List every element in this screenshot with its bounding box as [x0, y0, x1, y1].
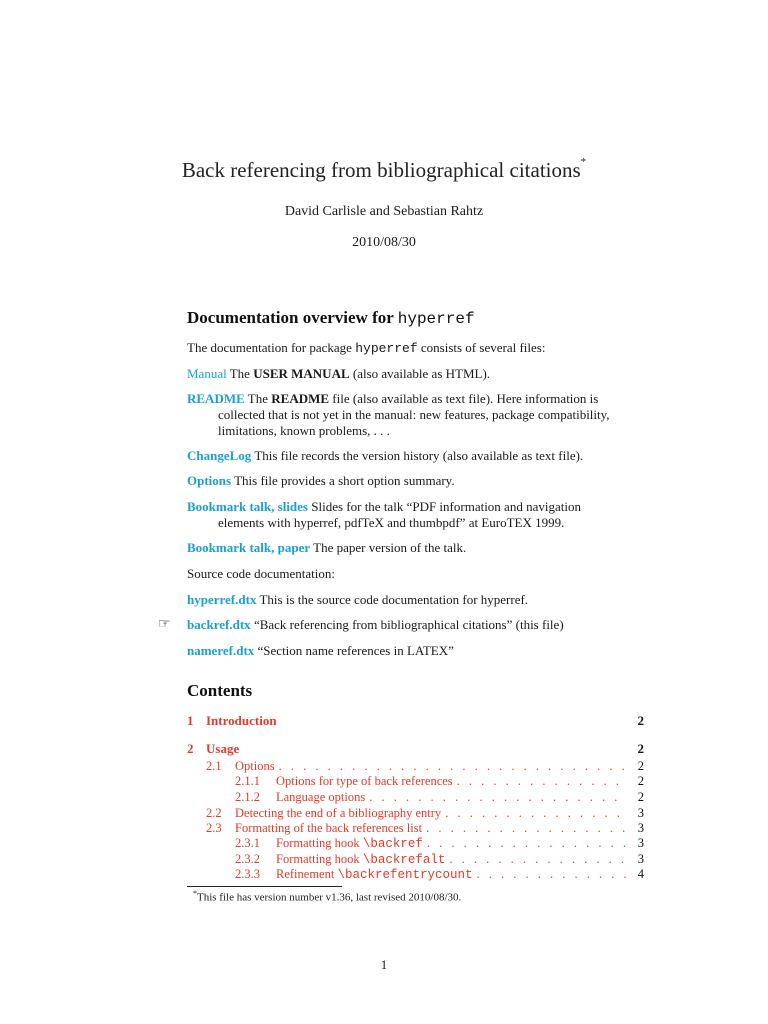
doc-link-backref-dtx[interactable]: backref.dtx	[187, 617, 251, 632]
doc-link-bookmark-paper[interactable]: Bookmark talk, paper	[187, 540, 311, 555]
doc-link-readme[interactable]: README	[187, 391, 245, 406]
pointing-hand-icon: ☞	[158, 616, 171, 632]
source-code-label: Source code documentation:	[187, 566, 336, 581]
doc-entry-bookmark-slides: Bookmark talk, slides Slides for the talk “PDF information and navigation elements with hyperref, pdfTeX and thumbpdf” at EuroTEX 1999.	[187, 499, 581, 530]
doc-link-changelog[interactable]: ChangeLog	[187, 448, 252, 463]
overview-heading: Documentation overview for hyperref	[187, 308, 475, 328]
doc-link-hyperref-dtx[interactable]: hyperref.dtx	[187, 592, 257, 607]
toc-entry[interactable]: 2.3.1 Formatting hook \backref . . . 3	[187, 835, 644, 851]
doc-entry-options: Options This file provides a short option summary.	[187, 473, 455, 488]
footnote-rule	[187, 886, 342, 887]
doc-link-bookmark-slides[interactable]: Bookmark talk, slides	[187, 499, 308, 514]
toc-entry[interactable]: 2.2 Detecting the end of a bibliography entry . . . 3	[187, 805, 644, 821]
doc-entry-hyperref-dtx: hyperref.dtx This is the source code documentation for hyperref.	[187, 592, 529, 607]
doc-entry-backref-dtx: backref.dtx “Back referencing from bibliographical citations” (this file)	[187, 617, 564, 632]
toc-entry[interactable]: 1 Introduction 2	[187, 713, 644, 728]
doc-entry-readme: README The README file (also available as text file). Here information is collected that is not yet in the manual: new features, package compatibility, limitations, known problems, . . .	[187, 391, 610, 438]
footnote: *This file has version number v1.36, last revised 2010/08/30.	[193, 889, 462, 904]
document-title: Back referencing from bibliographical citations*	[181, 156, 587, 182]
doc-entry-bookmark-paper: Bookmark talk, paper The paper version of the talk.	[187, 540, 467, 555]
title-footnote-mark: *	[580, 156, 587, 168]
contents-heading: Contents	[187, 681, 253, 700]
doc-link-options[interactable]: Options	[187, 473, 232, 488]
toc-entry[interactable]: 2.3.3 Refinement \backrefentrycount . . . 4	[187, 866, 644, 882]
doc-link-manual[interactable]: Manual	[187, 366, 227, 381]
doc-entry-nameref-dtx: nameref.dtx “Section name references in LATEX”	[187, 643, 454, 658]
doc-link-nameref-dtx[interactable]: nameref.dtx	[187, 643, 255, 658]
authors: David Carlisle and Sebastian Rahtz	[284, 204, 484, 219]
doc-entry-changelog: ChangeLog This file records the version history (also available as text file).	[187, 448, 584, 463]
toc-entry[interactable]: 2.3.2 Formatting hook \backrefalt . . . 3	[187, 851, 644, 867]
toc-entry[interactable]: 2.1 Options . . . 2	[187, 758, 644, 774]
toc-entry[interactable]: 2 Usage 2	[187, 741, 644, 756]
toc-entry[interactable]: 2.3 Formatting of the back references list . . . 3	[187, 820, 644, 836]
toc-entry[interactable]: 2.1.2 Language options . . . 2	[187, 789, 644, 805]
date: 2010/08/30	[352, 235, 416, 250]
page-number: 1	[380, 957, 388, 972]
overview-intro: The documentation for package hyperref consists of several files:	[187, 340, 546, 356]
toc-entry[interactable]: 2.1.1 Options for type of back references . . . 2	[187, 773, 644, 789]
doc-entry-manual: Manual The USER MANUAL (also available as HTML).	[187, 366, 491, 381]
